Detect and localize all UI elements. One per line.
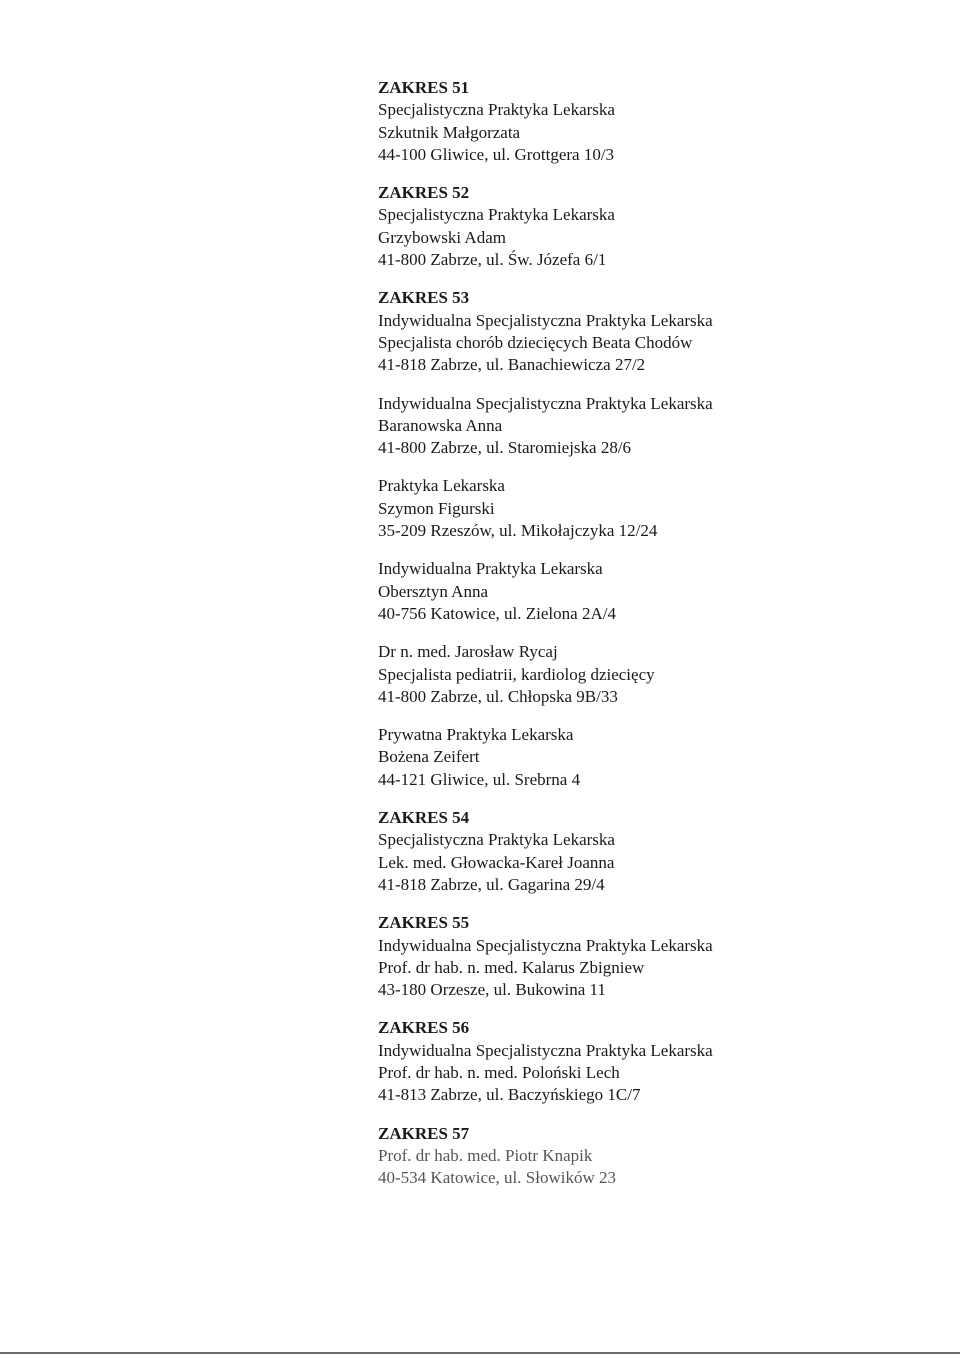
entry-gap (378, 542, 938, 558)
practice-line: Indywidualna Praktyka Lekarska (378, 559, 603, 579)
practice-line: Dr n. med. Jarosław Rycaj (378, 642, 558, 662)
practice-line: Indywidualna Specjalistyczna Praktyka Lekarska (378, 1040, 713, 1060)
section-heading: ZAKRES 54 (378, 808, 470, 828)
practice-entry (378, 558, 938, 625)
entry-gap (378, 377, 938, 393)
section-gap (378, 271, 938, 287)
entry-gap (378, 708, 938, 724)
practice-line: Grzybowski Adam (378, 227, 506, 247)
practice-line: Szymon Figurski (378, 498, 495, 518)
section-gap (378, 166, 938, 182)
practice-entry (378, 204, 938, 271)
section-heading: ZAKRES 56 (378, 1018, 470, 1038)
zakres-section (378, 1123, 938, 1190)
practice-line: Indywidualna Specjalistyczna Praktyka Lekarska (378, 393, 713, 413)
section-gap (378, 1107, 938, 1123)
entry-gap (378, 625, 938, 641)
zakres-section (378, 182, 938, 271)
page-bottom-edge (0, 1352, 960, 1354)
practice-entry (378, 99, 938, 166)
practice-line: Indywidualna Specjalistyczna Praktyka Lekarska (378, 310, 713, 330)
practice-entry (378, 1145, 938, 1190)
zakres-section (378, 912, 938, 1001)
section-heading: ZAKRES 57 (378, 1123, 470, 1143)
practice-line: Indywidualna Specjalistyczna Praktyka Lekarska (378, 935, 713, 955)
practice-line: Obersztyn Anna (378, 581, 489, 601)
section-gap (378, 1001, 938, 1017)
practice-address: 35-209 Rzeszów, ul. Mikołajczyka 12/24 (378, 521, 658, 541)
practice-address: 44-100 Gliwice, ul. Grottgera 10/3 (378, 144, 615, 164)
practice-line: Specjalistyczna Praktyka Lekarska (378, 100, 615, 120)
practice-line: Prof. dr hab. n. med. Poloński Lech (378, 1062, 620, 1082)
practice-line: Szkutnik Małgorzata (378, 122, 521, 142)
zakres-section (378, 287, 938, 791)
section-heading: ZAKRES 53 (378, 288, 470, 308)
practice-entry (378, 829, 938, 896)
practice-address: 41-800 Zabrze, ul. Staromiejska 28/6 (378, 438, 632, 458)
zakres-section (378, 807, 938, 896)
entry-gap (378, 459, 938, 475)
practice-address: 41-813 Zabrze, ul. Baczyńskiego 1C/7 (378, 1085, 641, 1105)
practice-address: 41-818 Zabrze, ul. Gagarina 29/4 (378, 874, 605, 894)
practice-address: 41-800 Zabrze, ul. Chłopska 9B/33 (378, 686, 618, 706)
practice-line: Prywatna Praktyka Lekarska (378, 725, 574, 745)
section-gap (378, 791, 938, 807)
practice-line: Baranowska Anna (378, 415, 503, 435)
practice-address: 44-121 Gliwice, ul. Srebrna 4 (378, 769, 581, 789)
practice-line: Specjalistyczna Praktyka Lekarska (378, 830, 615, 850)
practice-entry (378, 310, 938, 377)
practice-line: Lek. med. Głowacka-Kareł Joanna (378, 852, 615, 872)
practice-entry (378, 724, 938, 791)
practice-line: Specjalista chorób dziecięcych Beata Chodów (378, 332, 693, 352)
section-heading: ZAKRES 55 (378, 913, 470, 933)
zakres-section (378, 77, 938, 166)
practice-line: Bożena Zeifert (378, 747, 480, 767)
practice-address: 43-180 Orzesze, ul. Bukowina 11 (378, 980, 606, 1000)
practice-address: 40-534 Katowice, ul. Słowików 23 (378, 1168, 616, 1188)
practice-address: 41-800 Zabrze, ul. Św. Józefa 6/1 (378, 250, 607, 270)
practice-line: Specjalista pediatrii, kardiolog dziecięcy (378, 664, 655, 684)
practice-address: 40-756 Katowice, ul. Zielona 2A/4 (378, 603, 616, 623)
practice-entry (378, 393, 938, 460)
practice-address: 41-818 Zabrze, ul. Banachiewicza 27/2 (378, 355, 646, 375)
zakres-section (378, 1017, 938, 1106)
document-content (378, 77, 938, 1189)
section-heading: ZAKRES 52 (378, 183, 470, 203)
practice-line: Prof. dr hab. med. Piotr Knapik (378, 1145, 593, 1165)
practice-entry (378, 641, 938, 708)
practice-line: Specjalistyczna Praktyka Lekarska (378, 205, 615, 225)
section-heading: ZAKRES 51 (378, 78, 470, 97)
practice-entry (378, 475, 938, 542)
practice-entry (378, 1040, 938, 1107)
practice-line: Praktyka Lekarska (378, 476, 505, 496)
practice-line: Prof. dr hab. n. med. Kalarus Zbigniew (378, 957, 645, 977)
section-gap (378, 896, 938, 912)
practice-entry (378, 935, 938, 1002)
